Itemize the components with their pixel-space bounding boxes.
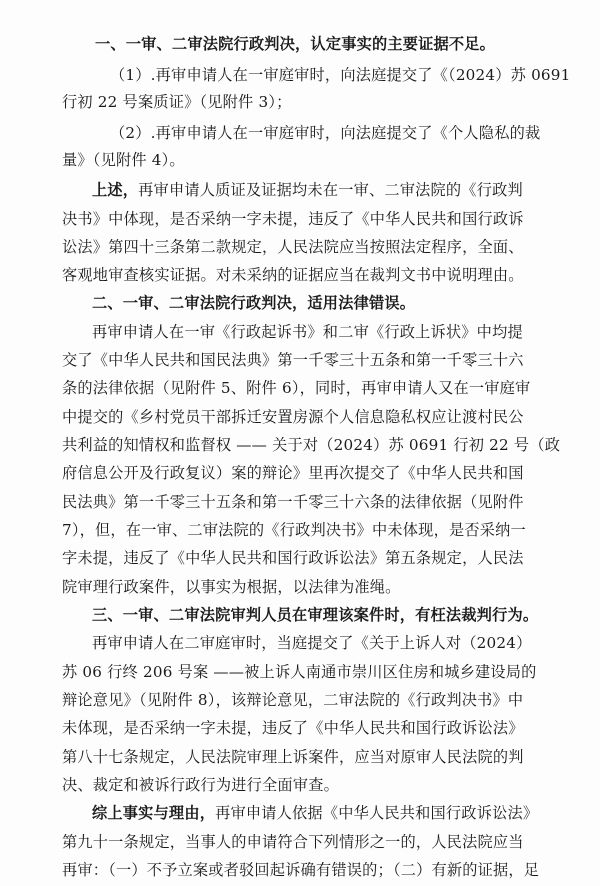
conclusion-line1 bbox=[92, 803, 538, 823]
s3-line: 决、裁定和被诉行政行为进行全面审查。 bbox=[62, 776, 339, 795]
section2-heading: 二、一审、二审法院行政判决，适用法律错误。 bbox=[92, 294, 416, 313]
s2-line: 院审理行政案件，以事实为根据，以法律为准绳。 bbox=[62, 577, 401, 596]
item1-line2: 行初 22 号案质证》（见附件 3）； bbox=[62, 93, 292, 112]
s2-line: 民法典》第一千零三十五条和第一千零三十六条的法律依据（见附件 bbox=[62, 492, 524, 511]
s2-line: 7），但，在一审、二审法院的《行政判决书》中未体现，是否采纳一 bbox=[62, 521, 526, 540]
item2-line2: 量》（见附件 4）。 bbox=[62, 151, 185, 170]
s3-line: 第八十七条规定，人民法院审理上诉案件，应当对原审人民法院的判 bbox=[62, 747, 524, 766]
s3-line: 未体现，是否采纳一字未提，违反了《中华人民共和国行政诉讼法》 bbox=[62, 719, 524, 738]
conclusion-line1-text: 再审申请人依据《中华人民共和国行政诉讼法》 bbox=[215, 804, 539, 823]
s2-line: 交了《中华人民共和国民法典》第一千零三十五条和第一千零三十六 bbox=[62, 351, 524, 370]
summary-line2: 决书》中体现，是否采纳一字未提，违反了《中华人民共和国行政诉 bbox=[62, 209, 524, 228]
conclusion-lead: 综上事实与理由， bbox=[92, 804, 216, 823]
conclusion-line2: 第九十一条规定，当事人的申请符合下列情形之一的，人民法院应当 bbox=[62, 832, 524, 851]
conclusion-line3: 再审：（一）不予立案或者驳回起诉确有错误的；（二）有新的证据，足 bbox=[62, 861, 540, 879]
s2-line: 共利益的知情权和监督权 —— 关于对（2024）苏 0691 行初 22 号（政 bbox=[62, 436, 561, 455]
s3-line: 辩论意见》（见附件 8），该辩论意见，二审法院的《行政判决书》中 bbox=[62, 691, 524, 710]
s2-line: 再审申请人在一审《行政起诉书》和二审《行政上诉状》中均提 bbox=[92, 322, 523, 341]
s2-line: 府信息公开及行政复议）案的辩论》里再次提交了《中华人民共和国 bbox=[62, 464, 524, 483]
section1-heading: 一、一审、二审法院行政判决，认定事实的主要证据不足。 bbox=[95, 35, 496, 53]
summary-lead: 上述， bbox=[92, 181, 139, 200]
summary-line1 bbox=[92, 180, 523, 200]
item2-line1: （2）.再审申请人在一审庭审时，向法庭提交了《个人隐私的裁 bbox=[110, 123, 541, 142]
s3-line: 苏 06 行终 206 号案 ——被上诉人南通市崇川区住房和城乡建设局的 bbox=[62, 662, 537, 681]
s3-line: 再审申请人在二审庭审时，当庭提交了《关于上诉人对（2024） bbox=[92, 634, 532, 653]
item1-line1: （1）.再审申请人在一审庭审时，向法庭提交了《（2024）苏 0691 bbox=[110, 66, 571, 85]
s2-line: 中提交的《乡村党员干部拆迁安置房源个人信息隐私权应让渡村民公 bbox=[62, 407, 524, 426]
s2-line: 字未提，违反了《中华人民共和国行政诉讼法》第五条规定，人民法 bbox=[62, 549, 524, 568]
section3-heading: 三、一审、二审法院审判人员在审理该案件时，有枉法裁判行为。 bbox=[92, 606, 539, 625]
summary-line1-text: 再审申请人质证及证据均未在一审、二审法院的《行政判 bbox=[138, 181, 523, 200]
summary-line3: 讼法》第四十三条第二款规定，人民法院应当按照法定程序，全面、 bbox=[62, 237, 524, 256]
summary-line4: 客观地审查核实证据。对未采纳的证据应当在裁判文书中说明理由。 bbox=[62, 266, 524, 285]
s2-line: 条的法律依据（见附件 5、附件 6），同时，再审申请人又在一审庭审 bbox=[62, 379, 531, 398]
